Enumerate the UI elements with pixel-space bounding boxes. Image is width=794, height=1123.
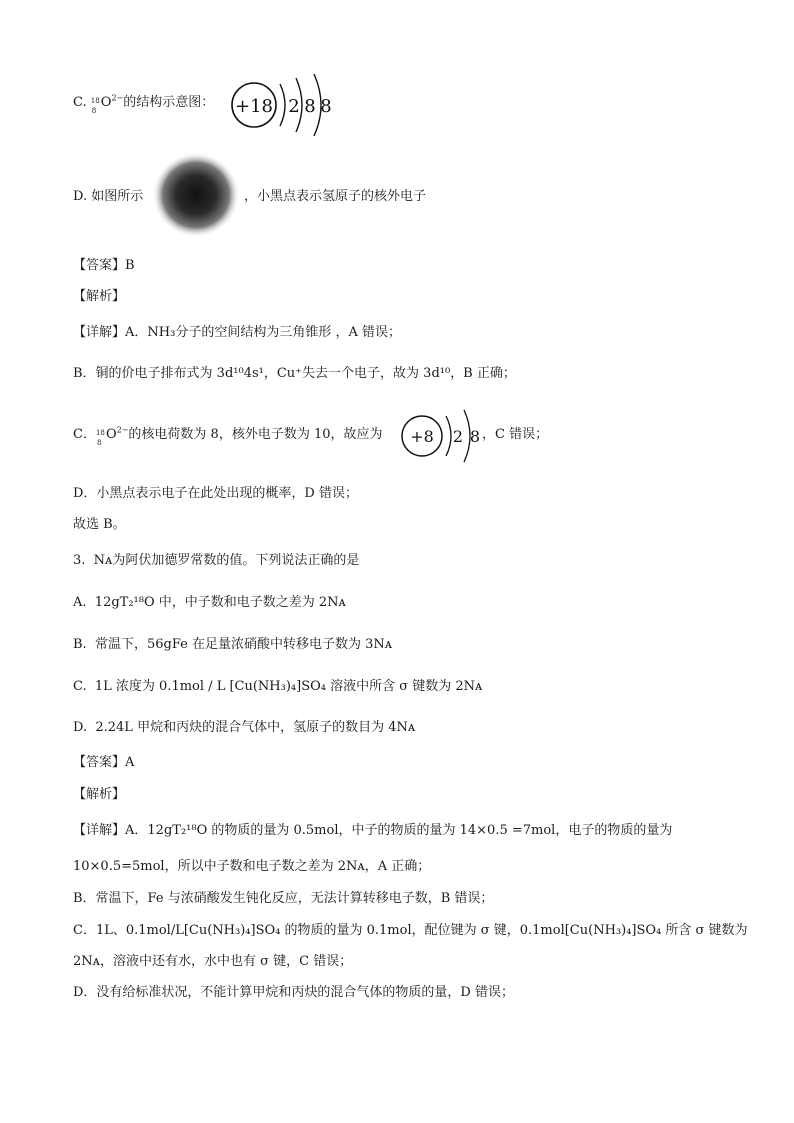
shell-2: 8: [469, 427, 481, 446]
question-3-a: A. 12gT₂¹⁸O 中，中子数和电子数之差为 2Nᴀ: [73, 595, 346, 610]
option-d-pre: 如图所示: [91, 189, 144, 204]
nucleus-charge: +8: [410, 427, 434, 446]
atom-structure-diagram-18: [228, 72, 348, 142]
analysis-1: 【解析】: [73, 289, 126, 304]
explain-6: D．没有给标准状况，不能计算甲烷和丙炔的混合气体的物质的量，D 错误；: [73, 985, 514, 1000]
shell-2: 8: [304, 96, 316, 117]
detail-b: B．铜的价电子排布式为 3d¹⁰4s¹，Cu⁺失去一个电子，故为 3d¹⁰，B 正确；: [73, 366, 516, 381]
detail-a: 【详解】A．NH₃分子的空间结构为三角锥形 ，A 错误；: [73, 325, 401, 340]
electron-cloud-image: [150, 150, 242, 244]
question-3-b: B. 常温下，56gFe 在足量浓硝酸中转移电子数为 3Nᴀ: [73, 637, 393, 652]
isotope-charge: 2−: [111, 93, 124, 103]
oxygen-isotope: 18 8: [90, 96, 100, 115]
choose-b: 故选 B。: [73, 517, 126, 532]
detail-c-post: ，C 错误；: [482, 427, 549, 442]
answer-1: [73, 257, 135, 275]
option-c-label: C.: [73, 95, 87, 110]
option-c-text: 的结构示意图：: [123, 95, 215, 110]
answer-tag: 【答案】: [73, 258, 126, 273]
explain-1: 【详解】A．12gT₂¹⁸O 的物质的量为 0.5mol，中子的物质的量为 14×0.5 =7mol，电子的物质的量为: [73, 823, 673, 838]
shell-1: 2: [288, 96, 300, 117]
question-3-c: C. 1L 浓度为 0.1mol / L [Cu(NH₃)₄]SO₄ 溶液中所含 σ 键数为 2Nᴀ: [73, 679, 483, 694]
answer-2: 【答案】A: [73, 755, 135, 770]
option-d-post: ，小黑点表示氢原子的核外电子: [244, 189, 427, 204]
explain-4: C．1L、0.1mol/L[Cu(NH₃)₄]SO₄ 的物质的量为 0.1mol，配位键为 σ 键，0.1mol[Cu(NH₃)₄]SO₄ 所含 σ 键数为: [73, 923, 748, 938]
explain-2: 10×0.5=5mol，所以中子数和电子数之差为 2Nᴀ，A 正确；: [73, 859, 431, 874]
question-3: 3. Nᴀ为阿伏加德罗常数的值。下列说法正确的是: [73, 553, 360, 568]
shell-1: 2: [452, 427, 464, 446]
option-c: [73, 93, 215, 115]
shell-3: 8: [320, 96, 332, 117]
detail-d: D．小黑点表示电子在此处出现的概率，D 错误；: [73, 486, 358, 501]
explain-5: 2Nᴀ，溶液中还有水，水中也有 σ 键，C 错误；: [73, 954, 353, 969]
question-3-d: D. 2.24L 甲烷和丙炔的混合气体中，氢原子的数目为 4Nᴀ: [73, 720, 416, 735]
detail-c: C． 18 8 $O^{2-}$的核电荷数为 8，核外电子数为 10，故应为: [73, 425, 383, 447]
isotope-symbol: O: [100, 95, 112, 110]
option-d: [73, 188, 143, 206]
explain-3: B．常温下，Fe 与浓硝酸发生钝化反应，无法计算转移电子数，B 错误；: [73, 891, 494, 906]
nucleus-charge: +18: [235, 96, 273, 117]
answer-value: B: [125, 258, 135, 273]
option-d-label: D.: [73, 189, 88, 204]
analysis-2: 【解析】: [73, 787, 126, 802]
